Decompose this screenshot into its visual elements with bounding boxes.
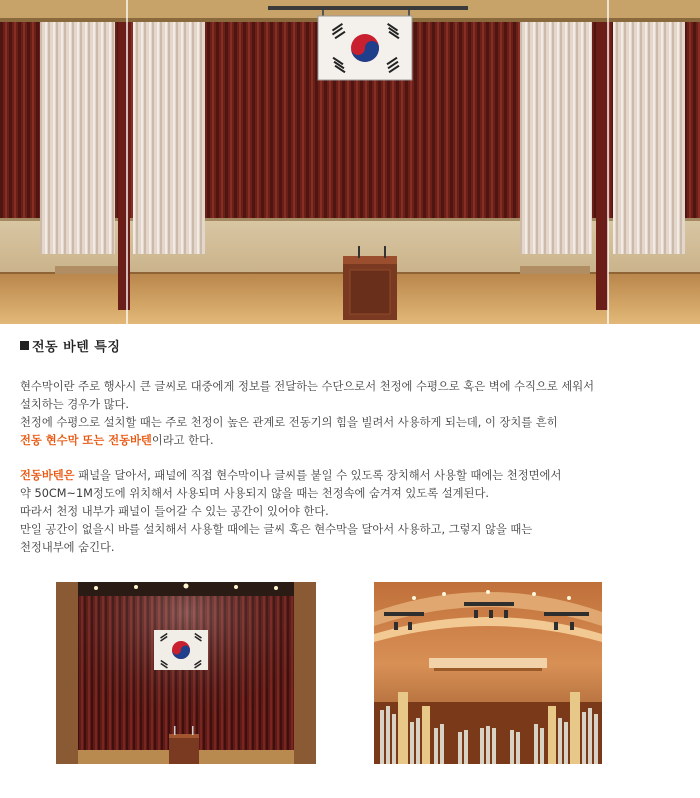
paragraph-1-line-1: 현수막이란 주로 행사시 큰 글씨로 대중에게 정보를 전달하는 수단으로서 천정에 수평으로 혹은 벽에 수직으로 세워서 bbox=[20, 380, 595, 393]
paragraph-1-line-2: 설치하는 경우가 많다. bbox=[20, 398, 129, 411]
stage-flag-photo bbox=[56, 582, 316, 764]
paragraph-1-line-3: 천정에 수평으로 설치할 때는 주로 천정이 높은 관계로 전동기의 힘을 빌려서 사용하게 되는데, 이 장치를 흔히 bbox=[20, 416, 558, 429]
square-bullet-icon bbox=[20, 341, 29, 350]
section-heading-text: 전동 바텐 특징 bbox=[32, 340, 121, 355]
paragraph-2-line-1-rest: 패널을 달아서, 패널에 직접 현수막이나 글씨를 붙일 수 있도록 장치해서 사용할 때에는 천정면에서 bbox=[74, 469, 562, 482]
highlight-term: 전동 현수막 또는 전동바텐 bbox=[20, 434, 152, 447]
section-heading bbox=[20, 336, 120, 355]
paragraph-2-line-1 bbox=[20, 467, 690, 485]
paragraph-1-line-4-rest: 이라고 한다. bbox=[151, 434, 214, 447]
highlight-term-batten: 전동바텐은 bbox=[20, 469, 75, 482]
paragraph-2-line-5: 천정내부에 숨긴다. bbox=[20, 541, 115, 554]
paragraph-2-line-3: 따라서 천정 내부가 패널이 들어갈 수 있는 공간이 있어야 한다. bbox=[20, 505, 329, 518]
paragraph-1-line-4 bbox=[20, 432, 690, 450]
concert-hall-photo bbox=[374, 582, 602, 764]
paragraph-2-line-2: 약 50CM~1M정도에 위치해서 사용되며 사용되지 않을 때는 천정속에 숨겨져 있도록 설계된다. bbox=[20, 487, 489, 500]
hero-stage-photo bbox=[0, 0, 700, 324]
paragraph-2-line-4: 만일 공간이 없을시 바를 설치해서 사용할 때에는 글씨 혹은 현수막을 달아서 사용하고, 그렇지 않을 때는 bbox=[20, 523, 533, 536]
